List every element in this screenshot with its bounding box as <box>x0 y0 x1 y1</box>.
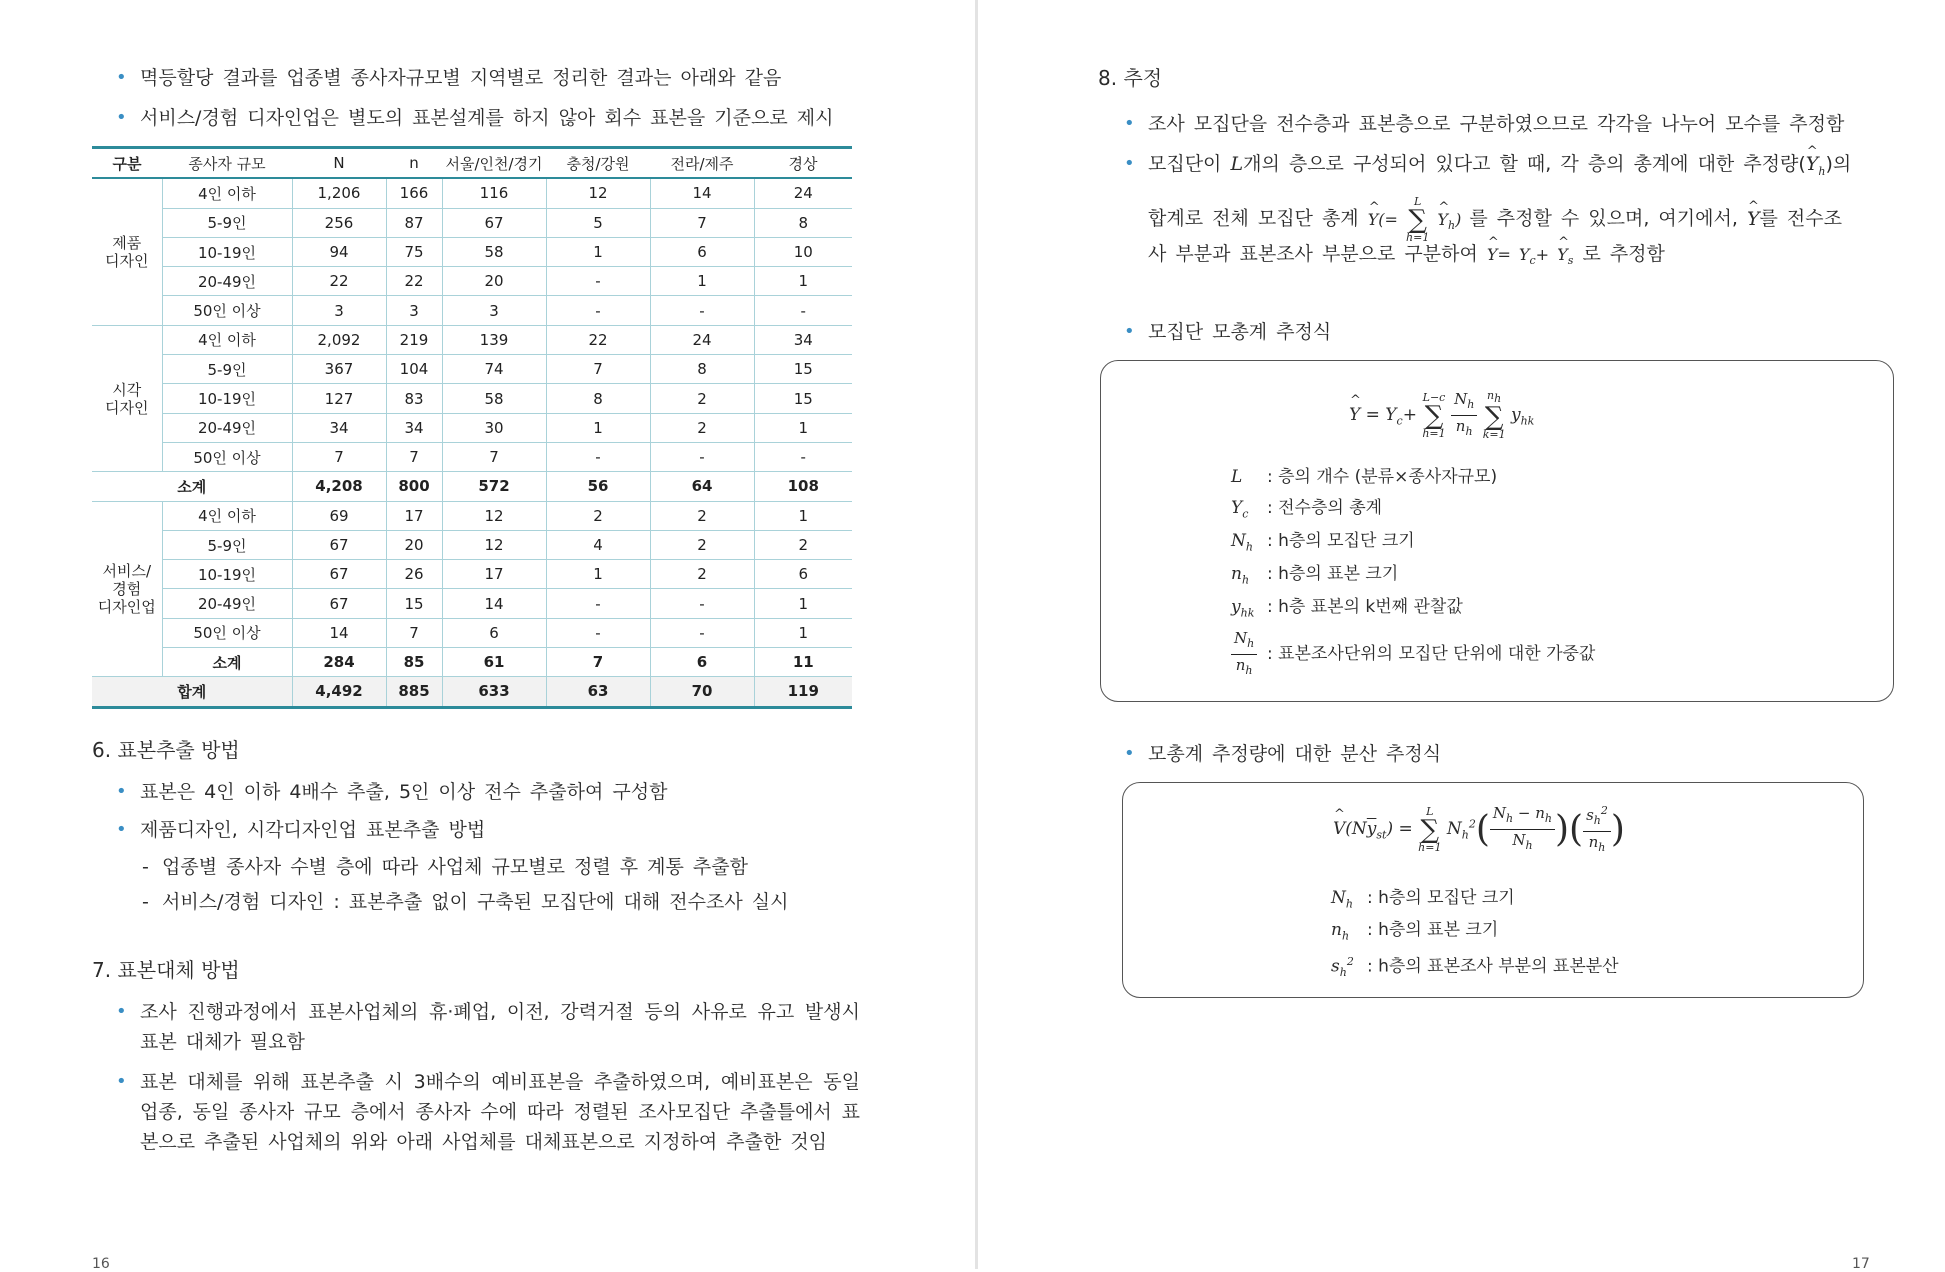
table-cell: 127 <box>292 384 386 413</box>
table-row <box>92 325 852 354</box>
table-row <box>92 237 852 266</box>
table-cell: 572 <box>442 472 546 501</box>
legend-text: : h층의 모집단 크기 <box>1367 888 1515 908</box>
table-cell: 50인 이상 <box>162 442 292 471</box>
table-cell: 2 <box>754 530 852 559</box>
legend-symbol: $n_h$ <box>1231 564 1250 587</box>
table-cell: - <box>546 618 650 647</box>
section8-bullet-1 <box>1124 110 1845 138</box>
table-row <box>92 355 852 384</box>
table-cell: 7 <box>546 355 650 384</box>
table-cell: 108 <box>754 472 852 501</box>
table-cell: 6 <box>650 648 754 677</box>
table-cell: 3 <box>442 296 546 325</box>
table-cell: 69 <box>292 501 386 530</box>
table-cell: 8 <box>546 384 650 413</box>
paragraph-text: 조사 진행과정에서 표본사업체의 휴·폐업, 이전, 강력거절 등의 사유로 유고 발생시 표본 대체가 필요함 <box>140 1001 860 1053</box>
table-cell: 6 <box>650 237 754 266</box>
legend-row <box>1231 562 1398 592</box>
table-cell: 20 <box>442 267 546 296</box>
col-header: 충청/강원 <box>546 148 650 179</box>
table-cell: 7 <box>546 648 650 677</box>
table-cell: 4,208 <box>292 472 386 501</box>
table-cell: 6 <box>754 560 852 589</box>
group-label: 서비스/ 경험 디자인업 <box>92 501 162 677</box>
section7-title: 7. 표본대체 방법 <box>92 958 240 982</box>
table-cell: - <box>650 618 754 647</box>
table-cell: 75 <box>386 237 442 266</box>
table-row <box>92 501 852 530</box>
table-row <box>92 530 852 559</box>
table-cell: 17 <box>442 560 546 589</box>
table-cell: 15 <box>754 355 852 384</box>
page-number-left: 16 <box>92 1256 110 1272</box>
table-row <box>92 296 852 325</box>
table-cell: 1 <box>650 267 754 296</box>
table-cell: 1 <box>754 413 852 442</box>
table-cell: 1,206 <box>292 178 386 208</box>
table-cell: 2 <box>546 501 650 530</box>
table-row <box>92 589 852 618</box>
table-cell: 2 <box>650 384 754 413</box>
bullet-dot: • <box>116 67 127 88</box>
table-cell: 104 <box>386 355 442 384</box>
table-cell: 7 <box>386 618 442 647</box>
table-cell: 119 <box>754 677 852 707</box>
table-cell: 10-19인 <box>162 384 292 413</box>
table-cell: 11 <box>754 648 852 677</box>
table-cell: 8 <box>754 208 852 237</box>
table-cell: 64 <box>650 472 754 501</box>
table-cell: 20-49인 <box>162 413 292 442</box>
subtotal-row <box>92 472 852 501</box>
legend-text: : h층의 표본 크기 <box>1367 920 1499 940</box>
legend-text: : 층의 개수 (분류×종사자규모) <box>1267 467 1498 487</box>
bullet-text: 로 추정함 <box>1582 243 1665 265</box>
table-cell: 800 <box>386 472 442 501</box>
table-header-row <box>92 148 852 179</box>
section6-bullet-2 <box>116 816 486 844</box>
table-cell: 116 <box>442 178 546 208</box>
section6-bullet-1 <box>116 778 668 806</box>
table-cell: 5-9인 <box>162 355 292 384</box>
table-cell: - <box>546 267 650 296</box>
table-cell: 4인 이하 <box>162 178 292 208</box>
col-header: 경상 <box>754 148 852 179</box>
bullet-dot: • <box>116 1071 127 1092</box>
math-split-formula: ^ $Y= Y_c+$ ^ $Y_s$ <box>1487 245 1574 264</box>
dash-text: 업종별 종사자 수별 층에 따라 사업체 규모별로 정렬 후 계통 추출함 <box>162 856 748 878</box>
legend-row <box>1231 595 1463 625</box>
section6-dash-2 <box>142 888 789 916</box>
table-cell: 367 <box>292 355 386 384</box>
table-cell: 12 <box>442 501 546 530</box>
legend-symbol: $Y_c$ <box>1231 498 1249 521</box>
group-label: 제품 디자인 <box>92 178 162 325</box>
legend-symbol: $n_h$ <box>1331 920 1350 943</box>
table-cell: 58 <box>442 384 546 413</box>
section6-title: 6. 표본추출 방법 <box>92 738 240 762</box>
bullet-text: 표본은 4인 이하 4배수 추출, 5인 이상 전수 추출하여 구성함 <box>140 781 668 803</box>
table-cell: 10-19인 <box>162 560 292 589</box>
table-cell: 85 <box>386 648 442 677</box>
legend-row <box>1331 918 1498 948</box>
bullet-text: 를 추정할 수 있으며, 여기에서, <box>1469 207 1738 230</box>
table-row <box>92 413 852 442</box>
table-cell: 63 <box>546 677 650 707</box>
dash-marker: - <box>142 856 149 878</box>
table-cell: 17 <box>386 501 442 530</box>
table-cell: 166 <box>386 178 442 208</box>
table-row <box>92 208 852 237</box>
group-label: 시각 디자인 <box>92 325 162 471</box>
table-cell: - <box>546 442 650 471</box>
table-cell: 1 <box>546 413 650 442</box>
table-cell: 7 <box>386 442 442 471</box>
legend-symbol: $s_h^2$ <box>1331 955 1354 980</box>
total-estimator-formula: ^ $Y = Y_c+$ L−c ∑ h=1 $\frac{N_h}{n_h}$ $n_h$ ∑ k=1 $y_{hk}$ <box>1349 389 1534 442</box>
math-yhat: ^ Y <box>1747 205 1760 233</box>
legend-symbol: $\frac{N_h}{n_h}$ <box>1231 628 1267 681</box>
table-cell: 83 <box>386 384 442 413</box>
math-total-formula: ^ Y(= L ∑ h=1 ^ $Y_h$) <box>1368 210 1470 229</box>
table-cell: 20-49인 <box>162 267 292 296</box>
bullet-text: 합계로 전체 모집단 총계 <box>1148 207 1359 230</box>
intro-bullet-2 <box>116 104 834 132</box>
bullet-text: 개의 층으로 구성되어 있다고 할 때, 각 층의 총계에 대한 추정량( <box>1243 153 1806 175</box>
section6-dash-1 <box>142 853 748 881</box>
table-cell: 3 <box>292 296 386 325</box>
math-L: L <box>1230 153 1244 175</box>
legend-row <box>1331 886 1515 916</box>
table-cell: 15 <box>386 589 442 618</box>
table-row <box>92 384 852 413</box>
subtotal-row <box>92 648 852 677</box>
table-cell: 34 <box>754 325 852 354</box>
table-cell: 2 <box>650 560 754 589</box>
legend-symbol: L <box>1231 467 1243 487</box>
bullet-dot: • <box>1124 113 1135 134</box>
col-header: n <box>386 148 442 179</box>
table-cell: 67 <box>292 589 386 618</box>
table-cell: 34 <box>292 413 386 442</box>
table-cell: 50인 이상 <box>162 296 292 325</box>
table-cell: 6 <box>442 618 546 647</box>
bullet-dot: • <box>1124 743 1135 764</box>
bullet-dot: • <box>116 107 127 128</box>
table-cell: 1 <box>546 560 650 589</box>
col-header: 서울/인천/경기 <box>442 148 546 179</box>
table-cell: 15 <box>754 384 852 413</box>
table-row <box>92 618 852 647</box>
paragraph-text: 표본 대체를 위해 표본추출 시 3배수의 예비표본을 추출하였으며, 예비표본은 동일 업종, 동일 종사자 규모 층에서 종사자 수에 따라 정렬된 조사모집단 추출틀에서 표본으로 추출된 사업체의 위와 아래 사업체를 대체표본으로 지정하여 추출한 것임 <box>140 1071 860 1153</box>
legend-text: : 표본조사단위의 모집단 단위에 대한 가중값 <box>1267 644 1596 664</box>
table-cell: 12 <box>442 530 546 559</box>
table-cell: 12 <box>546 178 650 208</box>
table-cell: 24 <box>650 325 754 354</box>
section8-bullet-4 <box>1124 740 1442 768</box>
legend-row <box>1331 950 1619 985</box>
table-cell: 139 <box>442 325 546 354</box>
table-cell: 20-49인 <box>162 589 292 618</box>
table-cell: 10-19인 <box>162 237 292 266</box>
table-cell: 7 <box>292 442 386 471</box>
table-cell: 8 <box>650 355 754 384</box>
legend-row <box>1231 496 1382 526</box>
table-cell: 74 <box>442 355 546 384</box>
table-cell: 67 <box>292 530 386 559</box>
table-row <box>92 267 852 296</box>
table-cell: 2,092 <box>292 325 386 354</box>
section7-bullet-1 <box>116 997 860 1057</box>
table-cell: 3 <box>386 296 442 325</box>
table-cell: 1 <box>754 589 852 618</box>
bullet-dot: • <box>1124 321 1135 342</box>
table-cell: 4인 이하 <box>162 501 292 530</box>
table-cell: 26 <box>386 560 442 589</box>
table-cell: 소계 <box>92 472 292 501</box>
table-cell: - <box>650 296 754 325</box>
table-cell: 87 <box>386 208 442 237</box>
intro-bullet-1 <box>116 64 782 92</box>
math-yhat-h: ^ $Y_h$ <box>1806 150 1826 186</box>
table-cell: 633 <box>442 677 546 707</box>
legend-text: : h층의 표본조사 부분의 표본분산 <box>1367 956 1619 977</box>
bullet-dot: • <box>116 1001 127 1022</box>
table-cell: 61 <box>442 648 546 677</box>
table-cell: 20 <box>386 530 442 559</box>
table-cell: 5-9인 <box>162 530 292 559</box>
bullet-text: 모총계 추정량에 대한 분산 추정식 <box>1148 743 1442 765</box>
bullet-dot: • <box>1124 153 1135 174</box>
table-cell: 22 <box>546 325 650 354</box>
table-cell: 10 <box>754 237 852 266</box>
table-cell: 4인 이하 <box>162 325 292 354</box>
table-cell: 67 <box>442 208 546 237</box>
table-row <box>92 178 852 208</box>
legend-text: : h층의 표본 크기 <box>1267 564 1399 584</box>
table-cell: 56 <box>546 472 650 501</box>
table-cell: 22 <box>292 267 386 296</box>
bullet-text: )의 <box>1825 153 1852 175</box>
table-cell: 5-9인 <box>162 208 292 237</box>
bullet-text: 제품디자인, 시각디자인업 표본추출 방법 <box>140 819 486 841</box>
table-cell: - <box>546 589 650 618</box>
legend-text: : 전수층의 총계 <box>1267 498 1383 518</box>
table-cell: - <box>650 442 754 471</box>
variance-estimator-box <box>1122 782 1864 998</box>
section7-bullet-2 <box>116 1067 860 1157</box>
table-cell: 14 <box>292 618 386 647</box>
table-row <box>92 442 852 471</box>
bullet-dot: • <box>116 819 127 840</box>
table-cell: 2 <box>650 501 754 530</box>
table-cell: 24 <box>754 178 852 208</box>
legend-text: : h층 표본의 k번째 관찰값 <box>1267 597 1463 617</box>
table-cell: 219 <box>386 325 442 354</box>
bullet-text: 모집단 모총계 추정식 <box>1148 321 1332 343</box>
col-header: 종사자 규모 <box>162 148 292 179</box>
right-page <box>978 0 1945 1272</box>
table-cell: 284 <box>292 648 386 677</box>
section8-bullet-2-line-3 <box>1148 240 1665 275</box>
table-cell: 256 <box>292 208 386 237</box>
table-cell: 5 <box>546 208 650 237</box>
table-cell: 2 <box>650 413 754 442</box>
table-cell: 58 <box>442 237 546 266</box>
table-cell: 4 <box>546 530 650 559</box>
legend-symbol: $y_{hk}$ <box>1231 597 1255 620</box>
table-cell: - <box>754 442 852 471</box>
section8-bullet-2-line-1 <box>1124 150 1852 186</box>
table-cell: 22 <box>386 267 442 296</box>
table-cell: 50인 이상 <box>162 618 292 647</box>
table-cell: 34 <box>386 413 442 442</box>
col-header: N <box>292 148 386 179</box>
bullet-text: 사 부분과 표본조사 부분으로 구분하여 <box>1148 243 1478 265</box>
legend-text: : h층의 모집단 크기 <box>1267 531 1415 551</box>
table-cell: 소계 <box>162 648 292 677</box>
bullet-text: 를 전수조 <box>1759 207 1842 230</box>
table-cell: 70 <box>650 677 754 707</box>
table-cell: 7 <box>442 442 546 471</box>
section8-title: 8. 추정 <box>1098 66 1163 90</box>
total-row <box>92 677 852 707</box>
legend-row <box>1231 465 1497 489</box>
dash-text: 서비스/경험 디자인 : 표본추출 없이 구축된 모집단에 대해 전수조사 실시 <box>162 891 789 913</box>
table-cell: - <box>650 589 754 618</box>
table-cell: 4,492 <box>292 677 386 707</box>
table-cell: 1 <box>754 267 852 296</box>
bullet-text: 조사 모집단을 전수층과 표본층으로 구분하였으므로 각각을 나누어 모수를 추정함 <box>1148 113 1845 135</box>
table-cell: 94 <box>292 237 386 266</box>
dash-marker: - <box>142 891 149 913</box>
table-cell: 67 <box>292 560 386 589</box>
legend-row <box>1231 529 1415 559</box>
allocation-table <box>92 146 852 709</box>
table-cell: - <box>546 296 650 325</box>
bullet-dot: • <box>116 781 127 802</box>
table-cell: 885 <box>386 677 442 707</box>
bullet-text: 멱등할당 결과를 업종별 종사자규모별 지역별로 정리한 결과는 아래와 같음 <box>140 67 782 89</box>
table-cell: 7 <box>650 208 754 237</box>
table-cell: 14 <box>442 589 546 618</box>
legend-symbol: $N_h$ <box>1331 888 1353 911</box>
table-row <box>92 560 852 589</box>
col-header: 전라/제주 <box>650 148 754 179</box>
bullet-text: 서비스/경험 디자인업은 별도의 표본설계를 하지 않아 회수 표본을 기준으로 제시 <box>140 107 834 129</box>
table-cell: 1 <box>546 237 650 266</box>
table-cell: 1 <box>754 501 852 530</box>
legend-row <box>1231 628 1595 681</box>
legend-symbol: $N_h$ <box>1231 531 1253 554</box>
table-cell: 1 <box>754 618 852 647</box>
bullet-text: 모집단이 <box>1148 153 1222 175</box>
table-cell: 14 <box>650 178 754 208</box>
table-cell: - <box>754 296 852 325</box>
table-cell: 2 <box>650 530 754 559</box>
col-header: 구분 <box>92 148 162 179</box>
section8-bullet-3 <box>1124 318 1332 346</box>
table-cell: 30 <box>442 413 546 442</box>
variance-estimator-formula: ^ $V(N\overline{y}_{st})$ = L ∑ h=1 $N_h^2$( $\frac{N_h - n_h}{N_h}$ )( $\frac{s_h^2}{n_h}$ ) <box>1333 801 1625 858</box>
total-estimator-box <box>1100 360 1894 702</box>
page-number-right: 17 <box>1852 1256 1870 1272</box>
table-cell: 합계 <box>92 677 292 707</box>
